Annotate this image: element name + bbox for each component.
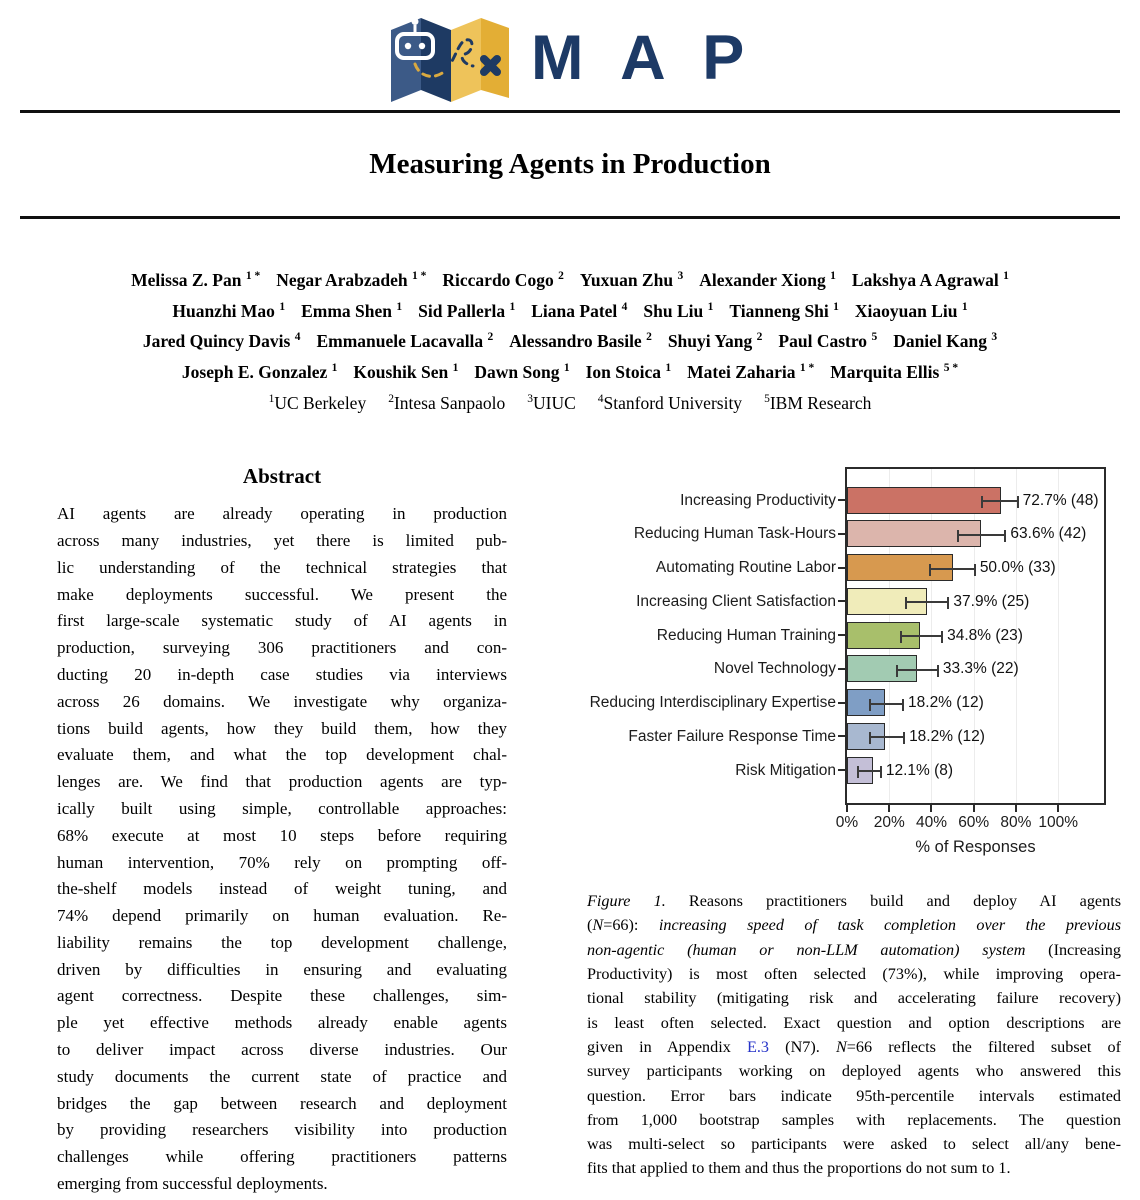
author-name: Daniel Kang $^3$ <box>893 331 998 352</box>
value-label: 37.9% (25) <box>953 592 1030 610</box>
caption-line <box>587 1059 1121 1083</box>
caption-italic-text: increasing speed of task completion over the previous <box>658 916 1121 935</box>
x-tick-mark <box>846 805 848 812</box>
author-line <box>0 294 1140 325</box>
caption-line <box>587 938 1121 962</box>
bar <box>847 487 1001 514</box>
author-name: Huanzhi Mao $^1$ <box>172 300 286 321</box>
error-bar <box>981 500 1019 502</box>
abstract-line: across many industries, yet there is limited pub- <box>57 530 507 550</box>
author-name: Jared Quincy Davis $^4$ <box>142 331 301 352</box>
y-tick-mark <box>838 702 845 704</box>
caption-italic-text: Figure 1. <box>587 892 666 911</box>
caption-italic-text: non-agentic (human or non-LLM automation) system <box>587 940 1026 959</box>
caption-line <box>587 889 1121 913</box>
caption-line <box>587 1011 1121 1035</box>
caption-text: =66 reflects the filtered subset of <box>846 1037 1121 1056</box>
author-name: Koushik Sen $^1$ <box>353 362 459 383</box>
abstract-line: evaluate them, and what the top development chal- <box>57 745 507 765</box>
two-column-body <box>0 464 1140 1198</box>
value-label: 72.7% (48) <box>1022 491 1099 509</box>
error-bar <box>900 635 943 637</box>
author-name: Xiaoyuan Liu $^1$ <box>854 300 968 321</box>
caption-text: given in Appendix <box>587 1037 747 1056</box>
x-tick-label: 100% <box>1038 814 1078 832</box>
category-label: Increasing Productivity <box>680 491 836 509</box>
author-name: Lakshya A Agrawal $^1$ <box>851 269 1009 290</box>
abstract-line: agent correctness. Despite these challenges, sim- <box>57 986 507 1006</box>
abstract-line: liability remains the top development challenge, <box>57 932 507 952</box>
author-name: Alexander Xiong $^1$ <box>699 269 836 290</box>
x-tick-mark <box>1015 805 1017 812</box>
abstract-line: AI agents are already operating in production <box>57 504 507 524</box>
abstract-line: to deliver impact across diverse industries. Our <box>57 1040 507 1060</box>
x-tick-label: 20% <box>873 814 905 832</box>
author-name: Alessandro Basile $^2$ <box>509 331 652 352</box>
error-bar <box>905 601 949 603</box>
gridline <box>1058 469 1059 803</box>
x-tick-label: 40% <box>915 814 947 832</box>
x-tick-mark <box>973 805 975 812</box>
author-name: Liana Patel $^4$ <box>531 300 628 321</box>
y-tick-mark <box>838 634 845 636</box>
appendix-e3-link[interactable]: E.3 <box>746 1037 770 1056</box>
y-tick-mark <box>838 600 845 602</box>
value-label: 34.8% (23) <box>947 626 1023 644</box>
caption-line <box>587 1084 1121 1108</box>
x-axis-title: % of Responses <box>915 838 1036 857</box>
author-name: Emmanuele Lacavalla $^2$ <box>316 331 494 352</box>
figure-1-chart <box>587 467 1121 865</box>
y-tick-mark <box>838 499 845 501</box>
caption-text: Reasons practitioners build and deploy AI agents <box>665 892 1121 911</box>
abstract-line: study documents the current state of practice and <box>57 1066 507 1086</box>
abstract-line: human intervention, 70% rely on prompting off- <box>57 852 507 872</box>
abstract-line: 68% execute at most 10 steps before requiring <box>57 825 507 845</box>
caption-text: fits that applied to them and thus the proportions do not sum to 1. <box>587 1159 1011 1178</box>
y-tick-mark <box>838 735 845 737</box>
abstract-line: lic understanding of the technical strategies that <box>57 557 507 577</box>
caption-text: ( <box>587 916 593 935</box>
caption-text: (Increasing <box>1025 940 1121 959</box>
abstract-line: emerging from successful deployments. <box>57 1174 328 1194</box>
author-name: Joseph E. Gonzalez $^1$ <box>181 362 338 383</box>
x-tick-label: 60% <box>958 814 990 832</box>
abstract-line: make deployments successful. We present the <box>57 584 507 604</box>
error-bar <box>957 534 1007 536</box>
affiliation: $^2$Intesa Sanpaolo <box>388 393 506 414</box>
author-line <box>0 325 1140 356</box>
category-label: Automating Routine Labor <box>655 559 836 577</box>
author-line <box>0 355 1140 386</box>
value-label: 63.6% (42) <box>1010 525 1087 543</box>
caption-text: from 1,000 bootstrap samples with replacements. The question <box>587 1110 1121 1129</box>
error-bar <box>869 736 905 738</box>
caption-text: was multi-select so participants were asked to select all/any bene- <box>587 1135 1121 1154</box>
caption-text: (N7). <box>769 1037 836 1056</box>
caption-line <box>587 986 1121 1010</box>
value-label: 50.0% (33) <box>979 559 1056 577</box>
caption-text: =66): <box>603 916 659 935</box>
abstract-line: ducting 20 in-depth case studies via interviews <box>57 664 507 684</box>
author-name: Marquita Ellis $^{5 *}$ <box>830 362 959 383</box>
x-tick-mark <box>1057 805 1059 812</box>
x-tick-mark <box>888 805 890 812</box>
title-block <box>0 113 1140 216</box>
affiliation: $^5$IBM Research <box>764 393 872 414</box>
caption-line <box>587 1108 1121 1132</box>
figure-1 <box>587 467 1121 865</box>
abstract-line: tions build agents, how they build them, how they <box>57 718 507 738</box>
chart-x-axis <box>835 805 1104 863</box>
author-name: Riccardo Cogo $^2$ <box>442 269 564 290</box>
y-tick-mark <box>838 567 845 569</box>
author-name: Paul Castro $^5$ <box>778 331 878 352</box>
y-tick-mark <box>838 533 845 535</box>
map-robot-logo-icon <box>385 8 513 109</box>
caption-line <box>587 1035 1121 1059</box>
caption-text: is least often selected. Exact question and option descriptions are <box>587 1013 1121 1032</box>
author-name: Tianneng Shi $^1$ <box>729 300 839 321</box>
abstract-line: first large-scale systematic study of AI agents in <box>57 611 507 631</box>
x-tick-label: 0% <box>835 814 859 832</box>
figure-1-caption <box>587 889 1121 1181</box>
logo-wordmark: M A P <box>531 23 755 93</box>
abstract-line: production, surveying 306 practitioners and con- <box>57 638 507 658</box>
x-tick-mark <box>930 805 932 812</box>
author-name: Ion Stoica $^1$ <box>585 362 672 383</box>
y-tick-mark <box>838 769 845 771</box>
x-tick-label: 80% <box>1000 814 1032 832</box>
category-label: Risk Mitigation <box>735 761 836 779</box>
abstract-line: 74% depend primarily on human evaluation. Re- <box>57 906 507 926</box>
abstract-heading: Abstract <box>242 464 322 489</box>
affiliation: $^3$UIUC <box>527 393 576 414</box>
caption-line <box>587 913 1121 937</box>
affiliation: $^1$UC Berkeley <box>268 393 367 414</box>
abstract-line: by providing researchers visibility into production <box>57 1120 507 1140</box>
caption-text: question. Error bars indicate 95th-percentile intervals estimated <box>587 1086 1121 1105</box>
author-line <box>0 263 1140 294</box>
abstract-column <box>57 464 507 1198</box>
chart-category-labels <box>587 469 845 803</box>
caption-line <box>587 1132 1121 1156</box>
value-label: 18.2% (12) <box>909 727 985 745</box>
abstract-text <box>57 501 507 1198</box>
abstract-line: driven by difficulties in ensuring and evaluating <box>57 959 507 979</box>
category-label: Reducing Human Training <box>656 626 836 644</box>
error-bar <box>896 669 939 671</box>
page-title: Measuring Agents in Production <box>369 148 771 180</box>
caption-italic-text: N <box>592 916 604 935</box>
error-bar <box>857 770 882 772</box>
affiliations-line <box>0 386 1140 417</box>
error-bar <box>869 703 904 705</box>
chart-plot-area <box>845 467 1106 805</box>
y-tick-mark <box>838 668 845 670</box>
figure-column <box>587 464 1121 1181</box>
author-name: Dawn Song $^1$ <box>474 362 570 383</box>
caption-text: Productivity) is most often selected (73%), while improving opera- <box>587 965 1121 984</box>
abstract-line: across 26 domains. We investigate why organiza- <box>57 691 507 711</box>
author-name: Melissa Z. Pan $^{1 *}$ <box>131 269 261 290</box>
category-label: Reducing Interdisciplinary Expertise <box>589 694 836 712</box>
caption-italic-text: N <box>835 1037 847 1056</box>
authors-block <box>0 263 1140 386</box>
value-label: 18.2% (12) <box>908 694 984 712</box>
error-bar <box>929 568 975 570</box>
value-label: 12.1% (8) <box>885 761 954 779</box>
category-label: Increasing Client Satisfaction <box>636 592 836 610</box>
author-name: Yuxuan Zhu $^3$ <box>579 269 684 290</box>
author-name: Matei Zaharia $^{1 *}$ <box>687 362 815 383</box>
abstract-line: the-shelf models instead of weight tuning, and <box>57 879 507 899</box>
logo <box>0 0 1140 110</box>
value-label: 33.3% (22) <box>942 660 1019 678</box>
caption-line <box>587 962 1121 986</box>
author-name: Emma Shen $^1$ <box>301 300 403 321</box>
author-name: Sid Pallerla $^1$ <box>418 300 516 321</box>
affiliation: $^4$Stanford University <box>597 393 743 414</box>
category-label: Reducing Human Task-Hours <box>633 525 836 543</box>
caption-line <box>587 1156 1121 1180</box>
abstract-line: challenges while offering practitioners patterns <box>57 1147 507 1167</box>
caption-text: tional stability (mitigating risk and accelerating failure recovery) <box>587 989 1121 1008</box>
abstract-line: lenges are. We find that production agents are typ- <box>57 772 507 792</box>
author-name: Shuyi Yang $^2$ <box>667 331 763 352</box>
abstract-line: ically built using simple, controllable approaches: <box>57 798 507 818</box>
category-label: Faster Failure Response Time <box>628 727 836 745</box>
bottom-rule <box>20 216 1120 219</box>
caption-text: survey participants working on deployed agents who answered this <box>587 1062 1121 1081</box>
abstract-line: ple yet effective methods already enable agents <box>57 1013 507 1033</box>
author-name: Negar Arabzadeh $^{1 *}$ <box>276 269 427 290</box>
author-name: Shu Liu $^1$ <box>643 300 714 321</box>
category-label: Novel Technology <box>713 660 836 678</box>
abstract-line: bridges the gap between research and deployment <box>57 1093 507 1113</box>
